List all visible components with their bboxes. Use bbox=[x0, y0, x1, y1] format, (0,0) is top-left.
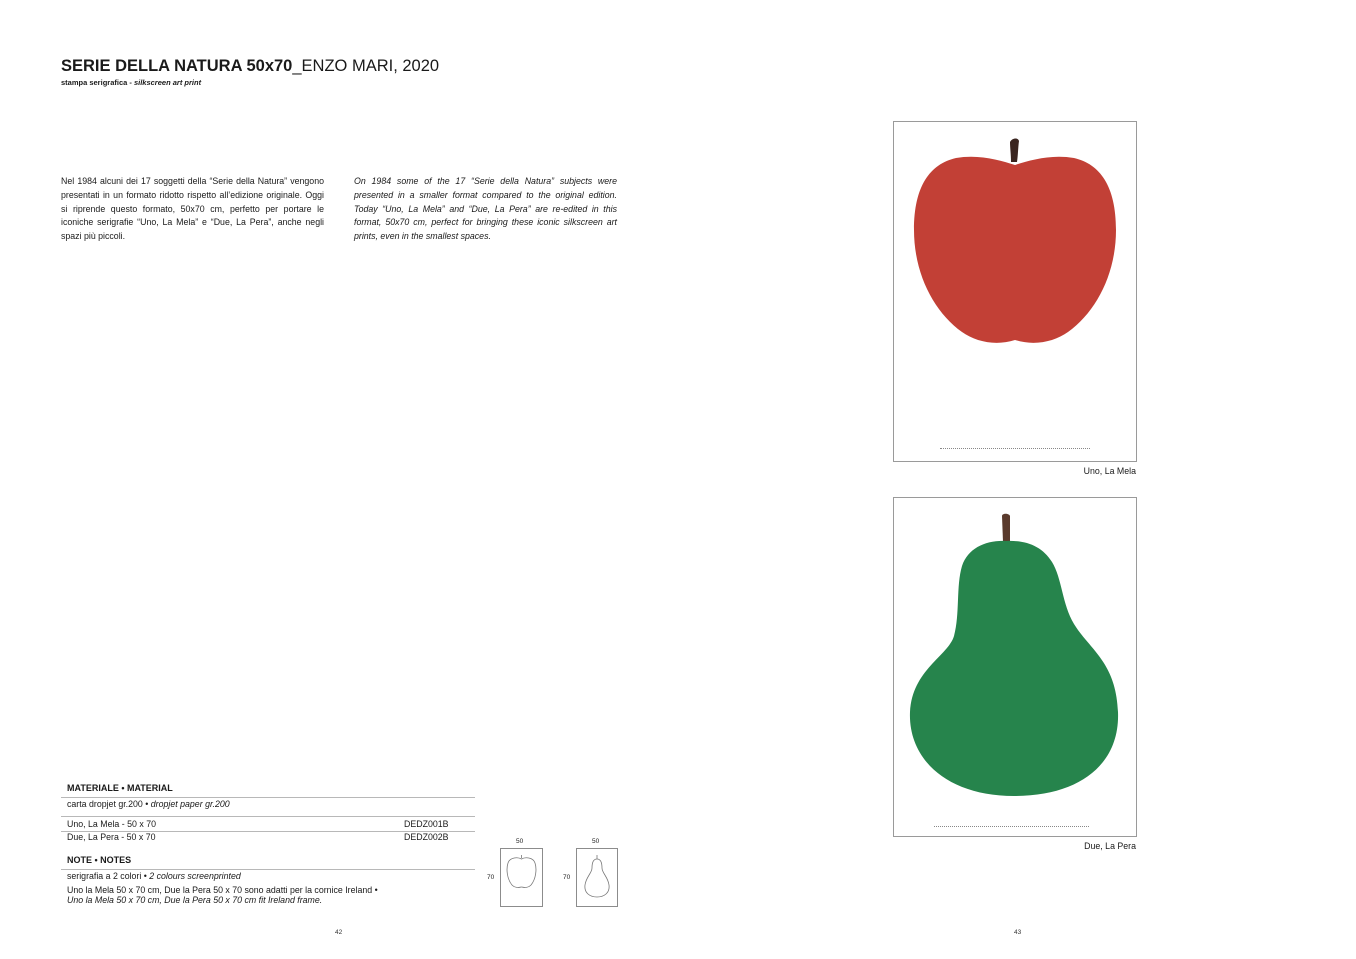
pear-outline-icon bbox=[577, 849, 617, 906]
product-row bbox=[67, 819, 475, 829]
pear-dimension-diagram bbox=[576, 848, 618, 907]
product-code: DEDZ001B bbox=[404, 819, 449, 829]
poster-caption-pear: Due, La Pera bbox=[1084, 841, 1136, 851]
subtitle-regular: stampa serigrafica - bbox=[61, 78, 134, 87]
subtitle-italic: silkscreen art print bbox=[133, 78, 202, 87]
dimension-width-label: 50 bbox=[592, 838, 600, 845]
notes-frame-it: Uno la Mela 50 x 70 cm, Due la Pera 50 x 70 sono adatti per la cornice Ireland • bbox=[67, 885, 378, 895]
pear-shape bbox=[910, 541, 1118, 796]
poster-caption-apple: Uno, La Mela bbox=[1083, 466, 1136, 476]
intro-english: On 1984 some of the 17 “Serie della Natura” subjects were presented in a smaller format compared to the original edition. Today “Uno, La Mela” and “Due, La Pera” are re-edited in this format, 50x70 cm, perfect for bringing these iconic silkscreen art prints, even in the smallest spaces. bbox=[354, 176, 617, 242]
page-subtitle bbox=[61, 78, 201, 87]
notes-print bbox=[67, 871, 475, 881]
title-bold: SERIE DELLA NATURA 50x70 bbox=[61, 57, 293, 75]
apple-shape bbox=[914, 157, 1116, 343]
poster-apple bbox=[893, 121, 1137, 462]
apple-icon bbox=[894, 122, 1136, 461]
product-name: Due, La Pera - 50 x 70 bbox=[67, 832, 156, 842]
poster-fineprint bbox=[934, 826, 1089, 827]
material-paper-regular: carta dropjet gr.200 • bbox=[67, 799, 151, 809]
divider bbox=[61, 816, 475, 817]
apple-stem bbox=[1010, 138, 1019, 162]
material-heading: MATERIALE • MATERIAL bbox=[67, 783, 173, 793]
product-row bbox=[67, 832, 475, 842]
apple-dimension-diagram bbox=[500, 848, 543, 907]
product-code: DEDZ002B bbox=[404, 832, 449, 842]
divider bbox=[61, 797, 475, 798]
dimension-width-label: 50 bbox=[516, 838, 524, 845]
material-paper bbox=[67, 799, 475, 809]
notes-print-italic: 2 colours screenprinted bbox=[149, 871, 241, 881]
page-number-left: 42 bbox=[335, 929, 343, 936]
poster-pear bbox=[893, 497, 1137, 837]
dimension-height-label: 70 bbox=[487, 874, 495, 881]
notes-heading: NOTE • NOTES bbox=[67, 855, 132, 865]
pear-stem bbox=[1002, 514, 1010, 542]
dimension-height-label: 70 bbox=[563, 874, 571, 881]
divider bbox=[61, 869, 475, 870]
page-title bbox=[61, 57, 439, 76]
title-regular: _ENZO MARI, 2020 bbox=[292, 57, 440, 75]
poster-fineprint bbox=[940, 448, 1090, 449]
pear-icon bbox=[894, 498, 1136, 836]
notes-print-regular: serigrafia a 2 colori • bbox=[67, 871, 150, 881]
apple-outline-icon bbox=[501, 849, 542, 906]
intro-italian: Nel 1984 alcuni dei 17 soggetti della “Serie della Natura” vengono presentati in un formato ridotto rispetto all’edizione originale. Oggi si riprende questo formato, 50x70 cm, perfetto per portare le iconiche serigrafie “Uno, La Mela” e “Due, La Pera”, anche negli spazi più piccoli. bbox=[61, 176, 324, 242]
material-paper-italic: dropjet paper gr.200 bbox=[150, 799, 230, 809]
page-number-right: 43 bbox=[1014, 929, 1022, 936]
product-name: Uno, La Mela - 50 x 70 bbox=[67, 819, 156, 829]
notes-frame-en: Uno la Mela 50 x 70 cm, Due la Pera 50 x 70 cm fit Ireland frame. bbox=[67, 895, 323, 905]
